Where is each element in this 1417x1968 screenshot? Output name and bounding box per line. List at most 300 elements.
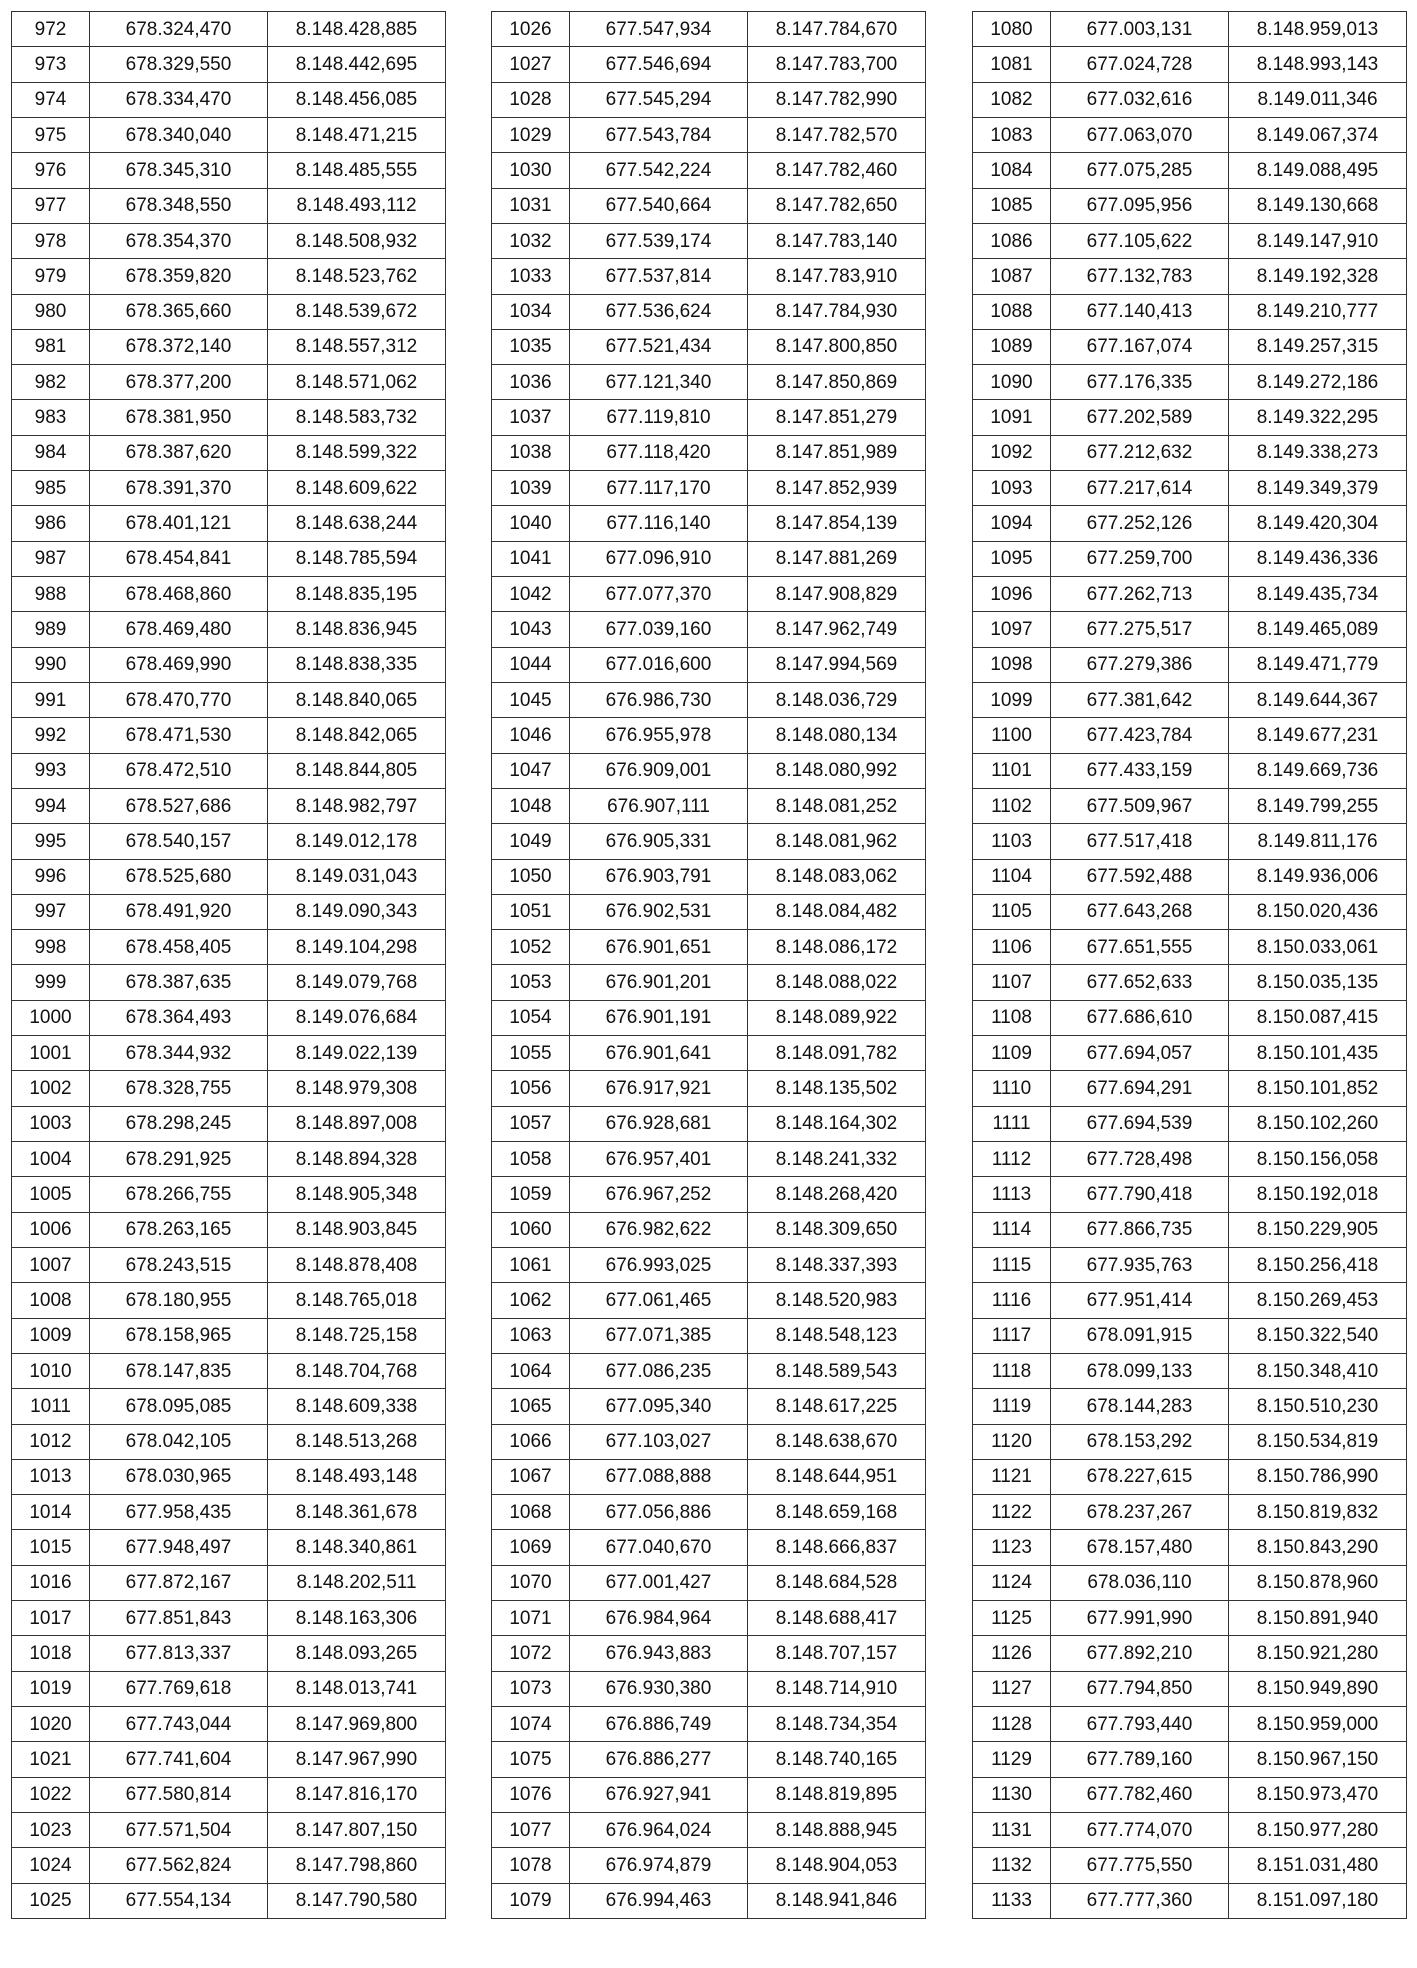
table-row [973, 294, 1407, 329]
easting-cell: 676.964,024 [570, 1812, 748, 1847]
point-id-cell: 1120 [973, 1424, 1051, 1459]
table-row [12, 1707, 446, 1742]
point-id-cell: 1033 [492, 259, 570, 294]
northing-cell: 8.148.080,992 [748, 753, 926, 788]
northing-cell: 8.148.842,065 [268, 718, 446, 753]
easting-cell: 677.794,850 [1051, 1671, 1229, 1706]
point-id-cell: 1073 [492, 1671, 570, 1706]
easting-cell: 678.095,085 [90, 1389, 268, 1424]
table-row [12, 1000, 446, 1035]
point-id-cell: 1121 [973, 1459, 1051, 1494]
table-row [12, 1742, 446, 1777]
table-row [12, 965, 446, 1000]
table-row [973, 647, 1407, 682]
point-id-cell: 1083 [973, 117, 1051, 152]
point-id-cell: 1026 [492, 12, 570, 47]
point-id-cell: 1107 [973, 965, 1051, 1000]
easting-cell: 678.180,955 [90, 1283, 268, 1318]
table-row [973, 1177, 1407, 1212]
point-id-cell: 1005 [12, 1177, 90, 1212]
table-row [492, 329, 926, 364]
northing-cell: 8.148.903,845 [268, 1212, 446, 1247]
table-row [973, 577, 1407, 612]
northing-cell: 8.147.962,749 [748, 612, 926, 647]
table-row [12, 753, 446, 788]
table-row [973, 1142, 1407, 1177]
northing-cell: 8.147.798,860 [268, 1848, 446, 1883]
northing-cell: 8.149.420,304 [1229, 506, 1407, 541]
point-id-cell: 1064 [492, 1353, 570, 1388]
northing-cell: 8.148.617,225 [748, 1389, 926, 1424]
table-row [492, 506, 926, 541]
northing-cell: 8.149.090,343 [268, 894, 446, 929]
easting-cell: 677.071,385 [570, 1318, 748, 1353]
table-row [12, 1318, 446, 1353]
northing-cell: 8.148.088,022 [748, 965, 926, 1000]
point-id-cell: 1030 [492, 153, 570, 188]
table-row [492, 1848, 926, 1883]
table-row [973, 12, 1407, 47]
northing-cell: 8.149.435,734 [1229, 577, 1407, 612]
northing-cell: 8.148.080,134 [748, 718, 926, 753]
point-id-cell: 1017 [12, 1601, 90, 1636]
point-id-cell: 1100 [973, 718, 1051, 753]
table-row [12, 1389, 446, 1424]
table-row [973, 365, 1407, 400]
table-row [12, 12, 446, 47]
point-id-cell: 1069 [492, 1530, 570, 1565]
easting-cell: 678.401,121 [90, 506, 268, 541]
northing-cell: 8.147.783,140 [748, 223, 926, 258]
northing-cell: 8.147.851,989 [748, 435, 926, 470]
table-row [973, 1812, 1407, 1847]
easting-cell: 677.547,934 [570, 12, 748, 47]
easting-cell: 678.381,950 [90, 400, 268, 435]
easting-cell: 677.782,460 [1051, 1777, 1229, 1812]
northing-cell: 8.147.783,910 [748, 259, 926, 294]
easting-cell: 677.948,497 [90, 1530, 268, 1565]
table-row [973, 1389, 1407, 1424]
northing-cell: 8.148.361,678 [268, 1495, 446, 1530]
easting-cell: 677.521,434 [570, 329, 748, 364]
point-id-cell: 1025 [12, 1883, 90, 1918]
northing-cell: 8.150.949,890 [1229, 1671, 1407, 1706]
easting-cell: 677.741,604 [90, 1742, 268, 1777]
table-row [12, 1777, 446, 1812]
northing-cell: 8.148.241,332 [748, 1142, 926, 1177]
northing-cell: 8.150.891,940 [1229, 1601, 1407, 1636]
point-id-cell: 1132 [973, 1848, 1051, 1883]
point-id-cell: 1063 [492, 1318, 570, 1353]
table-row [492, 1601, 926, 1636]
table-row [12, 612, 446, 647]
northing-cell: 8.148.456,085 [268, 82, 446, 117]
point-id-cell: 1003 [12, 1106, 90, 1141]
point-id-cell: 1082 [973, 82, 1051, 117]
easting-cell: 677.539,174 [570, 223, 748, 258]
easting-cell: 677.774,070 [1051, 1812, 1229, 1847]
easting-cell: 676.967,252 [570, 1177, 748, 1212]
easting-cell: 676.986,730 [570, 682, 748, 717]
easting-cell: 678.472,510 [90, 753, 268, 788]
table-row [12, 1530, 446, 1565]
easting-cell: 678.157,480 [1051, 1530, 1229, 1565]
easting-cell: 678.227,615 [1051, 1459, 1229, 1494]
point-id-cell: 1109 [973, 1036, 1051, 1071]
northing-cell: 8.148.086,172 [748, 930, 926, 965]
easting-cell: 677.132,783 [1051, 259, 1229, 294]
northing-cell: 8.148.485,555 [268, 153, 446, 188]
point-id-cell: 1044 [492, 647, 570, 682]
northing-cell: 8.148.638,244 [268, 506, 446, 541]
table-row [973, 1848, 1407, 1883]
point-id-cell: 993 [12, 753, 90, 788]
table-row [492, 1106, 926, 1141]
northing-cell: 8.147.850,869 [748, 365, 926, 400]
easting-cell: 677.509,967 [1051, 788, 1229, 823]
easting-cell: 677.935,763 [1051, 1247, 1229, 1282]
northing-cell: 8.148.688,417 [748, 1601, 926, 1636]
northing-cell: 8.148.493,112 [268, 188, 446, 223]
northing-cell: 8.148.840,065 [268, 682, 446, 717]
table-row [12, 117, 446, 152]
northing-cell: 8.150.192,018 [1229, 1177, 1407, 1212]
easting-cell: 678.144,283 [1051, 1389, 1229, 1424]
northing-cell: 8.148.740,165 [748, 1742, 926, 1777]
table-row [973, 259, 1407, 294]
easting-cell: 676.930,380 [570, 1671, 748, 1706]
point-id-cell: 1070 [492, 1565, 570, 1600]
northing-cell: 8.148.599,322 [268, 435, 446, 470]
point-id-cell: 1029 [492, 117, 570, 152]
northing-cell: 8.150.348,410 [1229, 1353, 1407, 1388]
northing-cell: 8.148.309,650 [748, 1212, 926, 1247]
point-id-cell: 1127 [973, 1671, 1051, 1706]
easting-cell: 677.813,337 [90, 1636, 268, 1671]
table-row [973, 506, 1407, 541]
easting-cell: 676.902,531 [570, 894, 748, 929]
northing-cell: 8.148.897,008 [268, 1106, 446, 1141]
northing-cell: 8.149.192,328 [1229, 259, 1407, 294]
easting-cell: 677.086,235 [570, 1353, 748, 1388]
table-row [492, 1459, 926, 1494]
table-row [12, 471, 446, 506]
point-id-cell: 989 [12, 612, 90, 647]
table-row [12, 718, 446, 753]
point-id-cell: 1067 [492, 1459, 570, 1494]
easting-cell: 676.927,941 [570, 1777, 748, 1812]
point-id-cell: 1072 [492, 1636, 570, 1671]
easting-cell: 678.377,200 [90, 365, 268, 400]
northing-cell: 8.148.993,143 [1229, 47, 1407, 82]
table-row [492, 577, 926, 612]
table-row [973, 1636, 1407, 1671]
northing-cell: 8.149.436,336 [1229, 541, 1407, 576]
point-id-cell: 1039 [492, 471, 570, 506]
table-row [973, 1707, 1407, 1742]
easting-cell: 677.694,291 [1051, 1071, 1229, 1106]
point-id-cell: 985 [12, 471, 90, 506]
easting-cell: 677.116,140 [570, 506, 748, 541]
easting-cell: 678.372,140 [90, 329, 268, 364]
easting-cell: 678.471,530 [90, 718, 268, 753]
northing-cell: 8.148.513,268 [268, 1424, 446, 1459]
table-row [12, 1671, 446, 1706]
northing-cell: 8.147.782,460 [748, 153, 926, 188]
table-row [492, 1036, 926, 1071]
northing-cell: 8.148.734,354 [748, 1707, 926, 1742]
point-id-cell: 1015 [12, 1530, 90, 1565]
table-row [492, 682, 926, 717]
table-row [12, 1142, 446, 1177]
easting-cell: 678.291,925 [90, 1142, 268, 1177]
point-id-cell: 1068 [492, 1495, 570, 1530]
table-row [492, 471, 926, 506]
northing-cell: 8.148.548,123 [748, 1318, 926, 1353]
northing-cell: 8.149.067,374 [1229, 117, 1407, 152]
northing-cell: 8.149.079,768 [268, 965, 446, 1000]
table-row [492, 153, 926, 188]
point-id-cell: 994 [12, 788, 90, 823]
northing-cell: 8.148.941,846 [748, 1883, 926, 1918]
table-row [12, 1353, 446, 1388]
point-id-cell: 988 [12, 577, 90, 612]
easting-cell: 676.982,622 [570, 1212, 748, 1247]
point-id-cell: 1091 [973, 400, 1051, 435]
point-id-cell: 1045 [492, 682, 570, 717]
point-id-cell: 1071 [492, 1601, 570, 1636]
table-row [492, 1071, 926, 1106]
point-id-cell: 1020 [12, 1707, 90, 1742]
easting-cell: 678.158,965 [90, 1318, 268, 1353]
table-row [973, 612, 1407, 647]
easting-cell: 678.036,110 [1051, 1565, 1229, 1600]
northing-cell: 8.147.852,939 [748, 471, 926, 506]
point-id-cell: 975 [12, 117, 90, 152]
easting-cell: 677.024,728 [1051, 47, 1229, 82]
easting-cell: 677.545,294 [570, 82, 748, 117]
table-row [973, 1459, 1407, 1494]
point-id-cell: 1037 [492, 400, 570, 435]
coordinate-table-1 [11, 11, 446, 1919]
easting-cell: 678.387,635 [90, 965, 268, 1000]
point-id-cell: 1061 [492, 1247, 570, 1282]
easting-cell: 678.527,686 [90, 788, 268, 823]
easting-cell: 676.909,001 [570, 753, 748, 788]
easting-cell: 677.562,824 [90, 1848, 268, 1883]
easting-cell: 676.993,025 [570, 1247, 748, 1282]
easting-cell: 676.901,191 [570, 1000, 748, 1035]
point-id-cell: 1024 [12, 1848, 90, 1883]
easting-cell: 677.872,167 [90, 1565, 268, 1600]
point-id-cell: 1016 [12, 1565, 90, 1600]
northing-cell: 8.148.093,265 [268, 1636, 446, 1671]
easting-cell: 677.991,990 [1051, 1601, 1229, 1636]
northing-cell: 8.147.782,650 [748, 188, 926, 223]
point-id-cell: 980 [12, 294, 90, 329]
easting-cell: 677.032,616 [1051, 82, 1229, 117]
northing-cell: 8.147.790,580 [268, 1883, 446, 1918]
easting-cell: 677.096,910 [570, 541, 748, 576]
easting-cell: 677.117,170 [570, 471, 748, 506]
northing-cell: 8.148.091,782 [748, 1036, 926, 1071]
point-id-cell: 1096 [973, 577, 1051, 612]
point-id-cell: 1040 [492, 506, 570, 541]
easting-cell: 678.334,470 [90, 82, 268, 117]
point-id-cell: 1038 [492, 435, 570, 470]
table-row [973, 117, 1407, 152]
table-row [12, 824, 446, 859]
point-id-cell: 1012 [12, 1424, 90, 1459]
point-id-cell: 1027 [492, 47, 570, 82]
northing-cell: 8.148.905,348 [268, 1177, 446, 1212]
table-row [973, 824, 1407, 859]
point-id-cell: 999 [12, 965, 90, 1000]
northing-cell: 8.150.959,000 [1229, 1707, 1407, 1742]
point-id-cell: 1062 [492, 1283, 570, 1318]
easting-cell: 678.469,990 [90, 647, 268, 682]
easting-cell: 676.957,401 [570, 1142, 748, 1177]
point-id-cell: 978 [12, 223, 90, 258]
table-row [12, 294, 446, 329]
table-row [12, 1848, 446, 1883]
point-id-cell: 1131 [973, 1812, 1051, 1847]
table-row [12, 1036, 446, 1071]
easting-cell: 677.728,498 [1051, 1142, 1229, 1177]
table-row [492, 223, 926, 258]
northing-cell: 8.148.666,837 [748, 1530, 926, 1565]
northing-cell: 8.148.163,306 [268, 1601, 446, 1636]
easting-cell: 678.328,755 [90, 1071, 268, 1106]
point-id-cell: 1113 [973, 1177, 1051, 1212]
northing-cell: 8.148.523,762 [268, 259, 446, 294]
table-row [492, 82, 926, 117]
point-id-cell: 1055 [492, 1036, 570, 1071]
northing-cell: 8.151.097,180 [1229, 1883, 1407, 1918]
point-id-cell: 1123 [973, 1530, 1051, 1565]
easting-cell: 677.063,070 [1051, 117, 1229, 152]
table-row [973, 1777, 1407, 1812]
northing-cell: 8.150.921,280 [1229, 1636, 1407, 1671]
point-id-cell: 1098 [973, 647, 1051, 682]
easting-cell: 677.039,160 [570, 612, 748, 647]
point-id-cell: 1097 [973, 612, 1051, 647]
easting-cell: 678.345,310 [90, 153, 268, 188]
northing-cell: 8.148.428,885 [268, 12, 446, 47]
table-row [973, 82, 1407, 117]
point-id-cell: 1050 [492, 859, 570, 894]
easting-cell: 677.075,285 [1051, 153, 1229, 188]
northing-cell: 8.148.684,528 [748, 1565, 926, 1600]
point-id-cell: 1047 [492, 753, 570, 788]
easting-cell: 678.237,267 [1051, 1495, 1229, 1530]
table-row [12, 1106, 446, 1141]
easting-cell: 676.901,201 [570, 965, 748, 1000]
northing-cell: 8.147.908,829 [748, 577, 926, 612]
easting-cell: 677.542,224 [570, 153, 748, 188]
point-id-cell: 977 [12, 188, 90, 223]
northing-cell: 8.150.256,418 [1229, 1247, 1407, 1282]
point-id-cell: 1124 [973, 1565, 1051, 1600]
northing-cell: 8.150.510,230 [1229, 1389, 1407, 1424]
easting-cell: 677.571,504 [90, 1812, 268, 1847]
table-row [12, 1177, 446, 1212]
northing-cell: 8.148.036,729 [748, 682, 926, 717]
northing-cell: 8.149.022,139 [268, 1036, 446, 1071]
easting-cell: 677.694,057 [1051, 1036, 1229, 1071]
table-row [492, 541, 926, 576]
northing-cell: 8.149.130,668 [1229, 188, 1407, 223]
point-id-cell: 1104 [973, 859, 1051, 894]
point-id-cell: 1128 [973, 1707, 1051, 1742]
easting-cell: 677.001,427 [570, 1565, 748, 1600]
northing-cell: 8.148.081,252 [748, 788, 926, 823]
table-row [12, 859, 446, 894]
northing-cell: 8.148.819,895 [748, 1777, 926, 1812]
table-row [973, 188, 1407, 223]
easting-cell: 677.433,159 [1051, 753, 1229, 788]
easting-cell: 677.252,126 [1051, 506, 1229, 541]
point-id-cell: 1018 [12, 1636, 90, 1671]
easting-cell: 677.095,340 [570, 1389, 748, 1424]
northing-cell: 8.150.534,819 [1229, 1424, 1407, 1459]
northing-cell: 8.148.979,308 [268, 1071, 446, 1106]
easting-cell: 678.340,040 [90, 117, 268, 152]
easting-cell: 678.324,470 [90, 12, 268, 47]
northing-cell: 8.147.782,990 [748, 82, 926, 117]
point-id-cell: 992 [12, 718, 90, 753]
table-row [492, 894, 926, 929]
table-row [973, 1247, 1407, 1282]
northing-cell: 8.148.589,543 [748, 1353, 926, 1388]
easting-cell: 677.056,886 [570, 1495, 748, 1530]
northing-cell: 8.149.147,910 [1229, 223, 1407, 258]
northing-cell: 8.147.800,850 [748, 329, 926, 364]
northing-cell: 8.147.783,700 [748, 47, 926, 82]
easting-cell: 678.470,770 [90, 682, 268, 717]
point-id-cell: 1051 [492, 894, 570, 929]
table-row [12, 1247, 446, 1282]
easting-cell: 678.263,165 [90, 1212, 268, 1247]
point-id-cell: 1021 [12, 1742, 90, 1777]
northing-cell: 8.148.337,393 [748, 1247, 926, 1282]
easting-cell: 677.643,268 [1051, 894, 1229, 929]
table-row [12, 365, 446, 400]
northing-cell: 8.148.638,670 [748, 1424, 926, 1459]
point-id-cell: 990 [12, 647, 90, 682]
table-row [12, 541, 446, 576]
point-id-cell: 1085 [973, 188, 1051, 223]
point-id-cell: 1057 [492, 1106, 570, 1141]
easting-cell: 677.118,420 [570, 435, 748, 470]
table-row [12, 788, 446, 823]
point-id-cell: 1114 [973, 1212, 1051, 1247]
table-row [12, 1459, 446, 1494]
point-id-cell: 1094 [973, 506, 1051, 541]
northing-cell: 8.149.076,684 [268, 1000, 446, 1035]
table-row [12, 894, 446, 929]
point-id-cell: 1087 [973, 259, 1051, 294]
easting-cell: 678.364,493 [90, 1000, 268, 1035]
easting-cell: 677.775,550 [1051, 1848, 1229, 1883]
northing-cell: 8.147.881,269 [748, 541, 926, 576]
table-row [492, 647, 926, 682]
northing-cell: 8.149.031,043 [268, 859, 446, 894]
point-id-cell: 1110 [973, 1071, 1051, 1106]
easting-cell: 677.061,465 [570, 1283, 748, 1318]
northing-cell: 8.148.083,062 [748, 859, 926, 894]
point-id-cell: 1006 [12, 1212, 90, 1247]
